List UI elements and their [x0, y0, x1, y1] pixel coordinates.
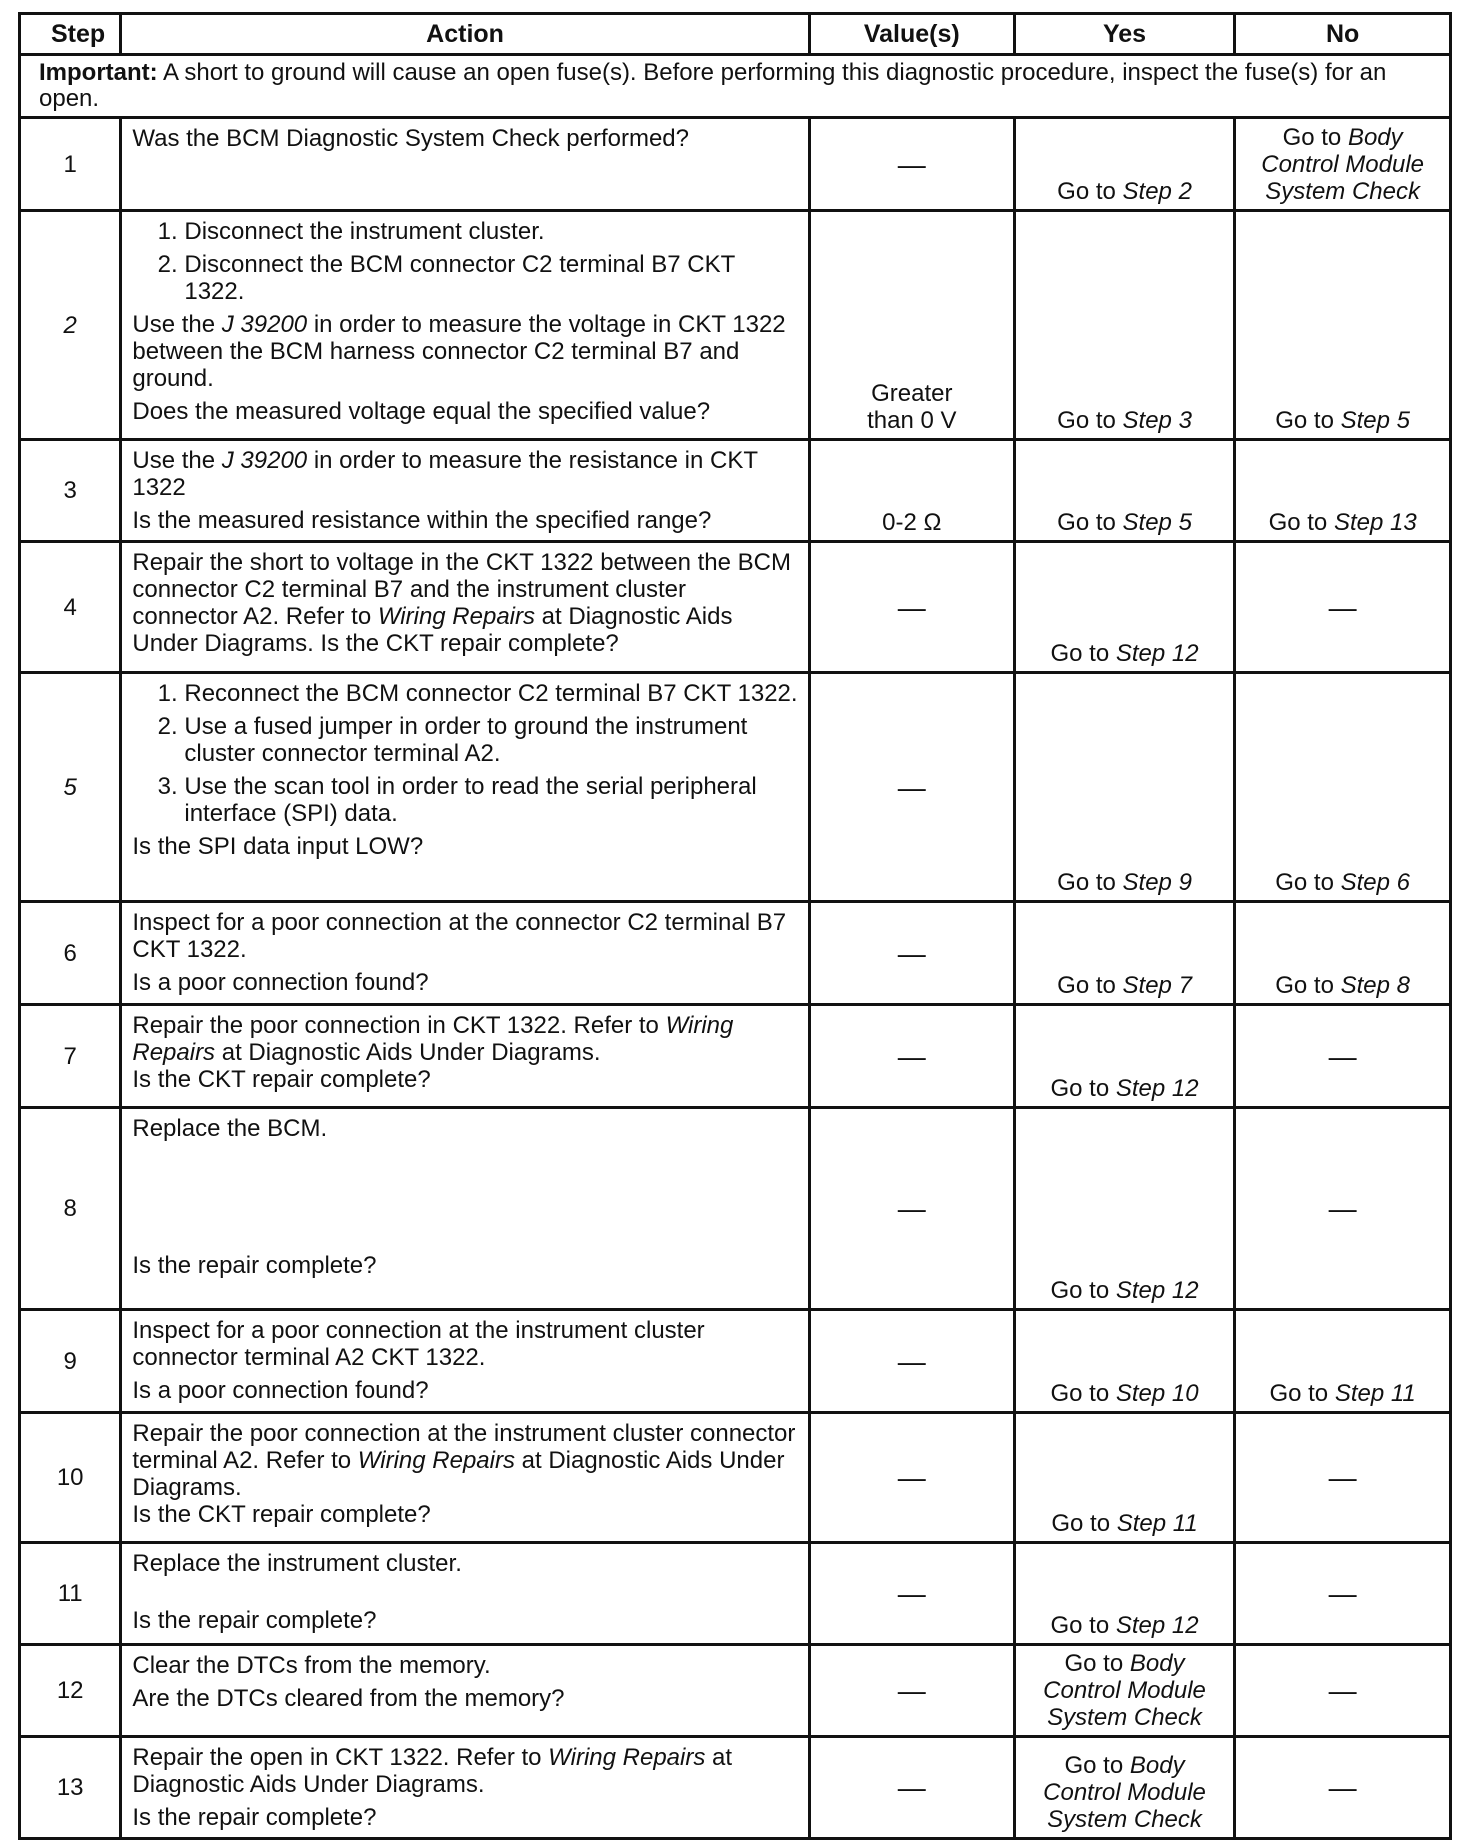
yes-cell: Go to Step 3: [1014, 211, 1234, 440]
yes-cell: Go to Step 10: [1014, 1310, 1234, 1413]
step-number: 10: [20, 1413, 121, 1543]
action-list: [132, 218, 797, 305]
header-no: No: [1235, 14, 1451, 55]
yes-cell: Go to Step 12: [1014, 1543, 1234, 1645]
table-row: [20, 1645, 1451, 1737]
list-item: 1. Reconnect the BCM connector C2 terminal B7 CKT 1322.: [184, 680, 797, 707]
action-question: Is the repair complete?: [132, 1252, 377, 1279]
action-cell: [121, 1413, 809, 1543]
no-cell: —: [1235, 1737, 1451, 1839]
value-cell: —: [809, 1645, 1014, 1737]
table-row: [20, 211, 1451, 440]
value-cell: —: [809, 902, 1014, 1005]
action-question: Is a poor connection found?: [132, 969, 429, 996]
header-values: Value(s): [809, 14, 1014, 55]
value-cell: —: [809, 1543, 1014, 1645]
action-text: Repair the poor connection in CKT 1322. Refer to Wiring Repairs at Diagnostic Aids Under Diagrams.: [132, 1012, 734, 1066]
yes-cell: Go to Body Control Module System Check: [1014, 1645, 1234, 1737]
no-cell: —: [1235, 1645, 1451, 1737]
yes-cell: Go to Step 11: [1014, 1413, 1234, 1543]
action-cell: [121, 1543, 809, 1645]
action-text: Repair the short to voltage in the CKT 1322 between the BCM connector C2 terminal B7 and the instrument cluster connector A2. Refer to Wiring Repairs at Diagnostic Aids Under Diagrams. Is the CKT repair complete?: [132, 549, 791, 657]
step-number: 5: [20, 673, 121, 902]
no-cell: Go to Step 6: [1235, 673, 1451, 902]
action-cell: [121, 1005, 809, 1108]
action-text: Repair the open in CKT 1322. Refer to Wiring Repairs at Diagnostic Aids Under Diagrams.: [132, 1744, 733, 1798]
action-text: Inspect for a poor connection at the connector C2 terminal B7 CKT 1322.: [132, 909, 787, 963]
yes-cell: Go to Step 2: [1014, 118, 1234, 211]
no-cell: —: [1235, 1543, 1451, 1645]
action-cell: [121, 902, 809, 1005]
action-question: Is a poor connection found?: [132, 1377, 429, 1404]
value-cell: —: [809, 542, 1014, 673]
diagnostic-table-container: [18, 12, 1452, 1840]
action-question: Is the SPI data input LOW?: [132, 833, 424, 860]
step-number: 4: [20, 542, 121, 673]
no-cell: —: [1235, 1005, 1451, 1108]
step-number: 7: [20, 1005, 121, 1108]
yes-cell: Go to Body Control Module System Check: [1014, 1737, 1234, 1839]
action-text: Clear the DTCs from the memory.: [132, 1652, 491, 1679]
yes-cell: Go to Step 12: [1014, 542, 1234, 673]
action-cell: [121, 673, 809, 902]
step-number: 9: [20, 1310, 121, 1413]
important-label: Important:: [39, 59, 158, 86]
value-cell: —: [809, 118, 1014, 211]
action-text: Use the J 39200 in order to measure the resistance in CKT 1322: [132, 447, 758, 501]
action-cell: [121, 118, 809, 211]
value-cell: 0-2 Ω: [809, 440, 1014, 542]
yes-cell: Go to Step 12: [1014, 1108, 1234, 1310]
value-cell: —: [809, 1413, 1014, 1543]
action-text: Replace the instrument cluster.: [132, 1550, 462, 1577]
table-row: [20, 1543, 1451, 1645]
yes-cell: Go to Step 12: [1014, 1005, 1234, 1108]
list-item: 1. Disconnect the instrument cluster.: [184, 218, 797, 245]
table-row: [20, 1310, 1451, 1413]
value-cell: Greater than 0 V: [809, 211, 1014, 440]
no-cell: Go to Step 8: [1235, 902, 1451, 1005]
step-number: 6: [20, 902, 121, 1005]
table-row: [20, 118, 1451, 211]
action-cell: [121, 211, 809, 440]
action-cell: [121, 542, 809, 673]
no-cell: Go to Body Control Module System Check: [1235, 118, 1451, 211]
step-number: 2: [20, 211, 121, 440]
value-cell: —: [809, 1737, 1014, 1839]
list-item: 2. Use a fused jumper in order to ground the instrument cluster connector terminal A2.: [184, 713, 797, 767]
action-cell: [121, 1737, 809, 1839]
header-yes: Yes: [1014, 14, 1234, 55]
step-number: 1: [20, 118, 121, 211]
yes-cell: Go to Step 7: [1014, 902, 1234, 1005]
action-text: Replace the BCM.: [132, 1115, 328, 1142]
action-question: Is the repair complete?: [132, 1607, 377, 1634]
value-cell: —: [809, 1310, 1014, 1413]
yes-cell: Go to Step 9: [1014, 673, 1234, 902]
no-cell: —: [1235, 1108, 1451, 1310]
yes-cell: Go to Step 5: [1014, 440, 1234, 542]
action-question: Is the CKT repair complete?: [132, 1501, 431, 1528]
step-number: 8: [20, 1108, 121, 1310]
table-row: [20, 1737, 1451, 1839]
step-number: 13: [20, 1737, 121, 1839]
action-list: [132, 680, 797, 827]
header-row: [20, 14, 1451, 55]
action-question: Is the CKT repair complete?: [132, 1066, 431, 1093]
action-text: Inspect for a poor connection at the instrument cluster connector terminal A2 CKT 1322.: [132, 1317, 705, 1371]
action-cell: [121, 1310, 809, 1413]
value-cell: —: [809, 1108, 1014, 1310]
action-cell: [121, 440, 809, 542]
step-number: 3: [20, 440, 121, 542]
value-cell: —: [809, 673, 1014, 902]
action-cell: [121, 1645, 809, 1737]
action-note: Use the J 39200 in order to measure the voltage in CKT 1322 between the BCM harness connector C2 terminal B7 and ground.: [132, 311, 786, 392]
no-cell: —: [1235, 1413, 1451, 1543]
table-row: [20, 1413, 1451, 1543]
no-cell: —: [1235, 542, 1451, 673]
list-item: 3. Use the scan tool in order to read the serial peripheral interface (SPI) data.: [184, 773, 797, 827]
action-question: Is the measured resistance within the specified range?: [132, 507, 712, 534]
list-item: 2. Disconnect the BCM connector C2 terminal B7 CKT 1322.: [184, 251, 797, 305]
diagnostic-table: [18, 12, 1452, 1840]
action-question: Are the DTCs cleared from the memory?: [132, 1685, 565, 1712]
action-question: Was the BCM Diagnostic System Check performed?: [132, 125, 689, 152]
action-question: Does the measured voltage equal the specified value?: [132, 398, 711, 425]
no-cell: Go to Step 5: [1235, 211, 1451, 440]
table-row: [20, 902, 1451, 1005]
important-note: [20, 55, 1451, 118]
header-action: Action: [121, 14, 809, 55]
action-question: Is the repair complete?: [132, 1804, 377, 1831]
table-row: [20, 542, 1451, 673]
step-number: 12: [20, 1645, 121, 1737]
action-cell: [121, 1108, 809, 1310]
value-cell: —: [809, 1005, 1014, 1108]
table-row: [20, 1005, 1451, 1108]
no-cell: Go to Step 11: [1235, 1310, 1451, 1413]
step-number: 11: [20, 1543, 121, 1645]
no-cell: Go to Step 13: [1235, 440, 1451, 542]
table-row: [20, 440, 1451, 542]
important-text: A short to ground will cause an open fuse(s). Before performing this diagnostic procedure, inspect the fuse(s) for an open.: [39, 59, 1387, 112]
action-text: Repair the poor connection at the instrument cluster connector terminal A2. Refer to Wiring Repairs at Diagnostic Aids Under Diagrams.: [132, 1420, 796, 1501]
header-step: Step: [20, 14, 121, 55]
table-row: [20, 1108, 1451, 1310]
table-row: [20, 673, 1451, 902]
important-row: [20, 55, 1451, 118]
